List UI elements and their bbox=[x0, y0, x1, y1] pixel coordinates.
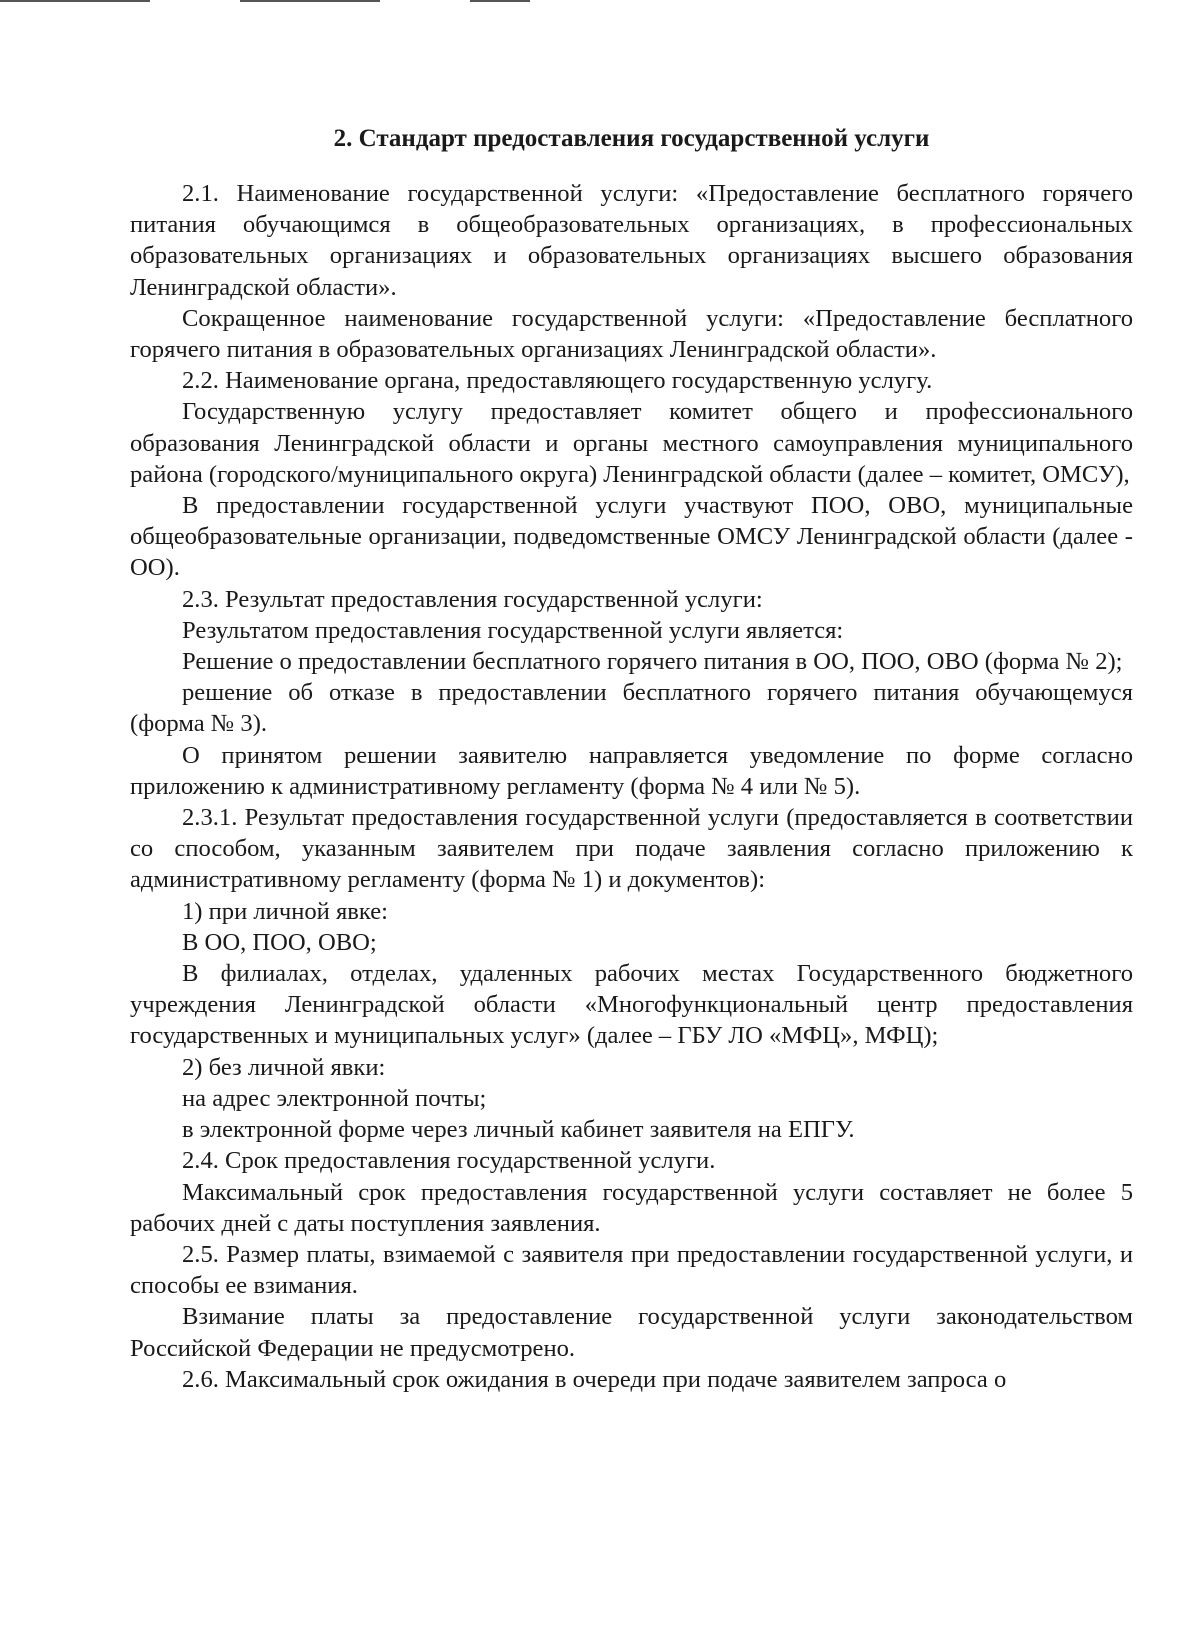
paragraph: Государственную услугу предоставляет комитет общего и профессионального образования Ленинградской области и органы местного самоуправления муниципального района (городского/муниципального округа) Ленинградской области (далее – комитет, ОМСУ), bbox=[130, 398, 1133, 488]
paragraph: 2.5. Размер платы, взимаемой с заявителя при предоставлении государственной услуги, и способы ее взимания. bbox=[130, 1240, 1133, 1300]
paragraph: 2.6. Максимальный срок ожидания в очереди при подаче заявителем запроса о bbox=[182, 1365, 1007, 1393]
paragraph: 1) при личной явке: bbox=[182, 897, 388, 925]
scan-artifact bbox=[240, 0, 380, 2]
paragraph: 2.1. Наименование государственной услуги: «Предоставление бесплатного горячего питания обучающимся в общеобразовательных организациях, в профессиональных образовательных организациях и образовательных организациях высшего образования Ленинградской области». bbox=[130, 180, 1133, 301]
paragraph: 2.4. Срок предоставления государственной услуги. bbox=[182, 1147, 716, 1175]
paragraph: Результатом предоставления государственной услуги является: bbox=[182, 616, 844, 644]
scan-artifact bbox=[470, 0, 530, 2]
paragraph: Сокращенное наименование государственной услуги: «Предоставление бесплатного горячего питания в образовательных организациях Ленинградской области». bbox=[130, 304, 1133, 364]
scan-artifact bbox=[0, 0, 150, 2]
paragraph: 2.2. Наименование органа, предоставляющего государственную услугу. bbox=[182, 367, 933, 395]
paragraph: 2) без личной явки: bbox=[182, 1053, 386, 1081]
paragraph: Взимание платы за предоставление государственной услуги законодательством Российской Федерации не предусмотрено. bbox=[130, 1303, 1133, 1362]
paragraph: 2.3. Результат предоставления государственной услуги: bbox=[182, 585, 763, 613]
paragraph: В ОО, ПОО, ОВО; bbox=[182, 928, 377, 956]
paragraph: на адрес электронной почты; bbox=[182, 1084, 487, 1112]
paragraph: В предоставлении государственной услуги участвуют ПОО, ОВО, муниципальные общеобразовательные организации, подведомственные ОМСУ Ленинградской области (далее - ОО). bbox=[130, 492, 1133, 582]
paragraph: В филиалах, отделах, удаленных рабочих местах Государственного бюджетного учреждения Ленинградской области «Многофункциональный центр предоставления государственных и муниципальных услуг» (далее – ГБУ ЛО «МФЦ», МФЦ); bbox=[130, 960, 1133, 1050]
paragraph: Максимальный срок предоставления государственной услуги составляет не более 5 рабочих дней с даты поступления заявления. bbox=[130, 1178, 1133, 1237]
paragraph: решение об отказе в предоставлении бесплатного горячего питания обучающемуся (форма № 3). bbox=[130, 679, 1133, 738]
paragraph: 2.3.1. Результат предоставления государственной услуги (предоставляется в соответствии со способом, указанным заявителем при подаче заявления согласно приложению к административному регламенту (форма № 1) и документов): bbox=[130, 804, 1133, 894]
paragraph: О принятом решении заявителю направляется уведомление по форме согласно приложению к административному регламенту (форма № 4 или № 5). bbox=[130, 741, 1133, 800]
section-heading: 2. Стандарт предоставления государственной услуги bbox=[333, 125, 930, 152]
document-page bbox=[130, 122, 1133, 1395]
paragraph: Решение о предоставлении бесплатного горячего питания в ОО, ПОО, ОВО (форма № 2); bbox=[182, 648, 1123, 676]
paragraph: в электронной форме через личный кабинет заявителя на ЕПГУ. bbox=[182, 1116, 855, 1144]
